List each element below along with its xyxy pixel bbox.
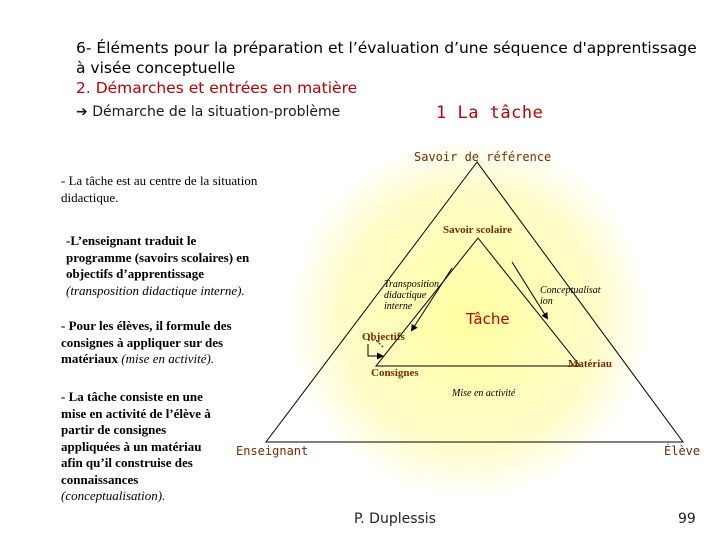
subheading-text: Démarche de la situation-problème xyxy=(92,104,341,120)
savoir-scolaire-label: Savoir scolaire xyxy=(443,224,512,236)
objectifs-label: Objectifs xyxy=(362,331,405,343)
p4-line-5: afin qu’il construise des xyxy=(61,455,193,470)
conceptualisation-label xyxy=(540,285,601,307)
p1-line-2: didactique. xyxy=(61,189,119,205)
p3-line-3-bold: matériaux xyxy=(61,351,119,366)
p4-line-4: appliquées à un matériau xyxy=(61,438,202,454)
paragraph-students xyxy=(61,318,232,368)
heading-line-3: 2. Démarches et entrées en matière xyxy=(76,79,358,97)
p1-line-1: - La tâche est au centre de la situation xyxy=(61,173,258,188)
p4-line-7: (conceptualisation). xyxy=(61,488,166,503)
p3-line-2: consignes à appliquer sur des xyxy=(61,334,224,350)
conceptualisation-line-2: ion xyxy=(540,296,553,307)
paragraph-task-definition xyxy=(61,389,211,505)
arrow-right-icon: ➔ xyxy=(76,104,88,120)
transposition-label xyxy=(384,279,439,312)
p2-line-4: (transposition didactique interne). xyxy=(66,282,245,298)
p2-line-3: objectifs d’apprentissage xyxy=(66,266,205,281)
heading-line-2: à visée conceptuelle xyxy=(76,59,236,77)
eleve-label: Élève xyxy=(664,444,701,458)
transposition-line-2: didactique xyxy=(384,290,427,301)
p2-line-2: programme (savoirs scolaires) en xyxy=(66,249,250,265)
p4-line-6: connaissances xyxy=(61,471,139,487)
paragraph-task-centre xyxy=(61,173,257,206)
author-footer: P. Duplessis xyxy=(354,511,436,527)
conceptualisation-line-1: Conceptualisat xyxy=(540,285,601,296)
enseignant-label: Enseignant xyxy=(236,444,309,458)
paragraph-teacher xyxy=(66,233,249,299)
apex-label: Savoir de référence xyxy=(414,150,552,164)
p3-line-3-italic: (mise en activité). xyxy=(118,351,215,366)
p2-line-1: -L’enseignant traduit le xyxy=(66,233,197,248)
p3-line-1: - Pour les élèves, il formule des xyxy=(61,318,232,333)
p4-line-2: mise en activité de l’élève à xyxy=(61,405,211,421)
p4-line-3: partir de consignes xyxy=(61,422,167,437)
transposition-line-1: Transposition xyxy=(384,279,440,290)
consignes-label: Consignes xyxy=(371,367,419,379)
page-number: 99 xyxy=(678,511,696,527)
materiau-label: Matériau xyxy=(568,358,612,370)
center-task-label: Tâche xyxy=(466,310,510,328)
p4-line-1: - La tâche consiste en une xyxy=(61,389,203,404)
section-title: 1 La tâche xyxy=(436,103,544,123)
mise-en-activite-label: Mise en activité xyxy=(452,388,516,399)
heading-line-1: 6- Éléments pour la préparation et l’évaluation d’une séquence d'apprentissage xyxy=(76,39,697,57)
transposition-line-3: interne xyxy=(384,301,413,312)
